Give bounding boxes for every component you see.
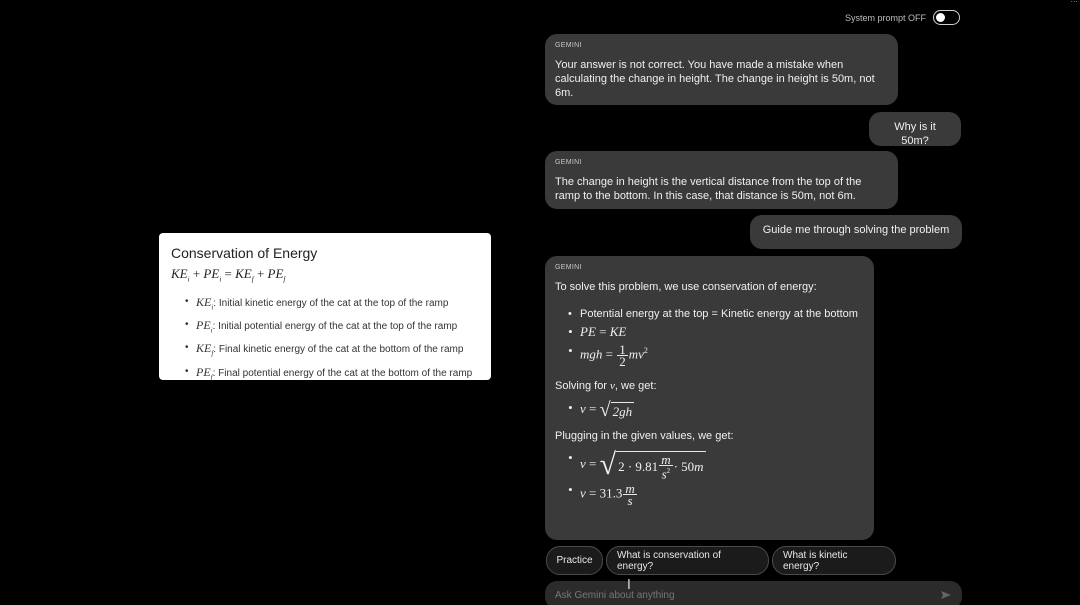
message-text: The change in height is the vertical distance from the top of the ramp to the bottom. In this case, that distance is 50m, not 6m.: [555, 176, 862, 202]
message-text: Your answer is not correct. You have made a mistake when calculating the change in height. The change in height is 50m, not 6m.: [555, 59, 875, 99]
model-message: [545, 151, 898, 209]
model-tag: GEMINI: [555, 264, 582, 271]
solving-pre: Solving for: [555, 380, 611, 392]
list-item: • $PE_f$: Final potential energy of the cat at the bottom of the ramp: [171, 363, 479, 386]
model-tag: GEMINI: [555, 42, 582, 49]
user-message: [750, 215, 962, 249]
send-icon[interactable]: [940, 589, 952, 601]
corner-text: [1070, 0, 1078, 4]
equation-v-result: • v = 31.3 $\frac{m}{s}$: [555, 483, 864, 506]
list-item: • $KE_i$: Initial kinetic energy of the cat at the top of the ramp: [171, 293, 479, 316]
equation-v-values: • v = √ 2 · 9.81 $\frac{m}{s^2}$ · 50 m: [555, 451, 864, 479]
intro-text: To solve this problem, we use conservation of energy:: [555, 281, 817, 293]
card-title: Conservation of Energy: [171, 245, 318, 261]
list-item: • $KE_f$: Final kinetic energy of the cat at the bottom of the ramp: [171, 339, 479, 362]
model-tag: GEMINI: [555, 159, 582, 166]
plugging-text: Plugging in the given values, we get:: [555, 430, 734, 442]
suggestion-chip-conservation[interactable]: What is conservation of energy?: [606, 546, 769, 575]
card-equation: $KE_i + PE_i = KE_f + PE_f$: [171, 266, 286, 284]
model-message: [545, 256, 874, 540]
step-bullet: • Potential energy at the top = Kinetic energy at the bottom: [555, 307, 864, 321]
list-item: • $PE_i$: Initial potential energy of the cat at the top of the ramp: [171, 316, 479, 339]
solving-post: , we get:: [614, 380, 657, 392]
chat-input[interactable]: [555, 590, 935, 601]
chat-input-container[interactable]: [545, 581, 962, 605]
card-list: [171, 293, 479, 387]
text-cursor-icon: I: [627, 578, 631, 593]
system-prompt-toggle[interactable]: [845, 10, 960, 25]
solving-var: v: [610, 380, 615, 392]
message-text: Why is it 50m?: [894, 121, 936, 147]
model-message: [545, 34, 898, 105]
equation-pe-ke: • PE = KE: [555, 325, 864, 339]
suggestion-chip-practice[interactable]: Practice: [546, 546, 603, 575]
toggle-switch-icon[interactable]: [933, 10, 960, 25]
system-prompt-label: System prompt OFF: [845, 12, 927, 23]
solving-line: [555, 379, 864, 393]
equation-v-sqrt: • v = √ 2gh: [555, 401, 864, 419]
formula-card: [159, 233, 491, 380]
message-text: Guide me through solving the problem: [762, 224, 950, 236]
suggestion-chip-kinetic[interactable]: What is kinetic energy?: [772, 546, 896, 575]
equation-mgh: • mgh = $\frac{1}{2}$ $mv^2$: [555, 344, 864, 367]
user-message: [869, 112, 961, 146]
